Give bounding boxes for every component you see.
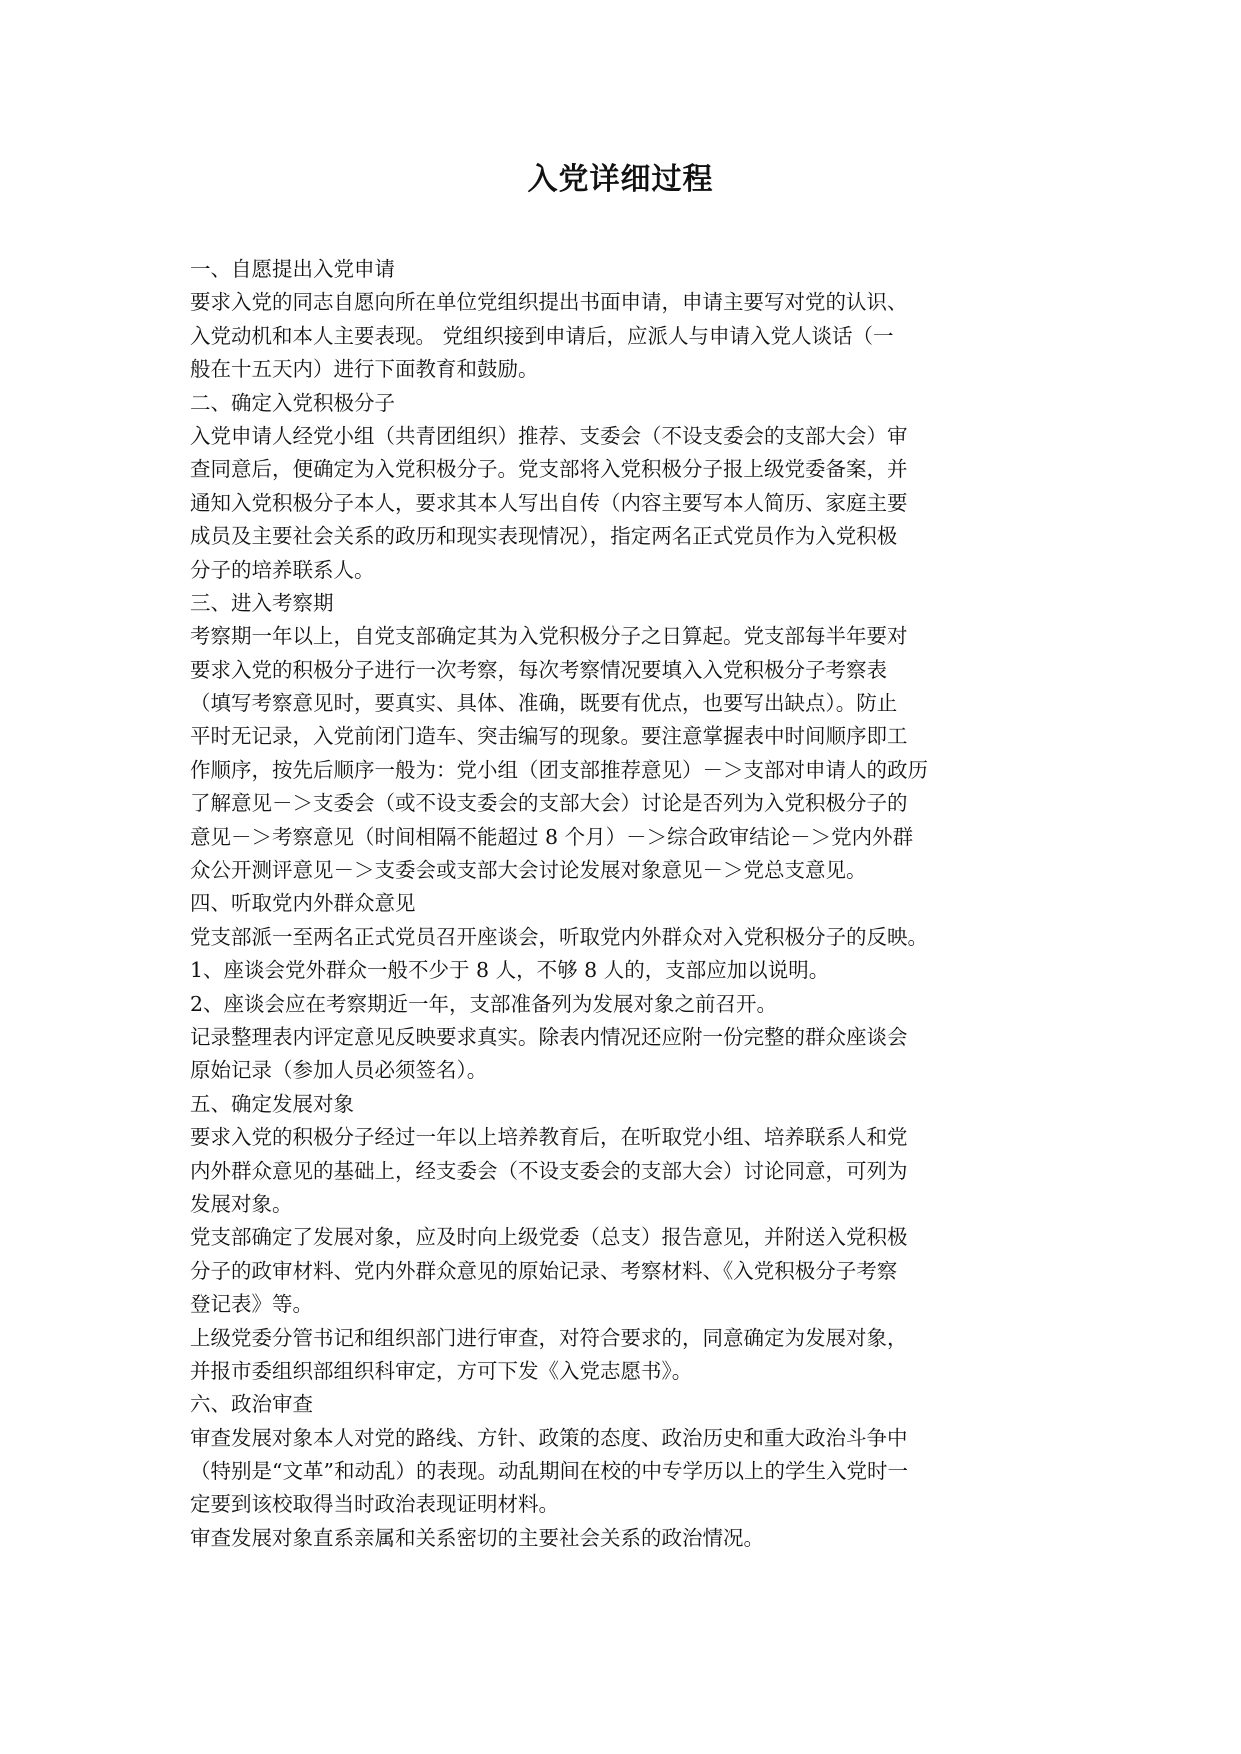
text-line: 五、确定发展对象 [190,1091,354,1116]
text-line: 众公开测评意见－＞支委会或支部大会讨论发展对象意见－＞党总支意见。 [190,858,867,883]
text-line: 意见－＞考察意见（时间相隔不能超过 8 个月）－＞综合政审结论－＞党内外群 [190,824,914,849]
text-line: 六、政治审查 [190,1392,313,1417]
text-line: 1、座谈会党外群众一般不少于 8 人，不够 8 人的，支部应加以说明。 [190,958,830,983]
text-line: 平时无记录，入党前闭门造车、突击编写的现象。要注意掌握表中时间顺序即工 [190,724,908,749]
document-body [190,253,1070,1555]
text-line: 一、自愿提出入党申请 [190,257,395,281]
text-line: 并报市委组织部组织科审定，方可下发《入党志愿书》。 [190,1358,693,1383]
text-line: 定要到该校取得当时政治表现证明材料。 [190,1492,559,1517]
text-line: 原始记录（参加人员必须签名）。 [190,1058,488,1083]
text-line: 入党动机和本人主要表现。 党组织接到申请后，应派人与申请入党人谈话（一 [190,323,894,348]
text-line: 二、确定入党积极分子 [190,390,395,415]
document-title: 入党详细过程 [527,162,714,197]
text-line: 般在十五天内）进行下面教育和鼓励。 [190,357,539,382]
text-line: （特别是“文革”和动乱）的表现。动乱期间在校的中专学历以上的学生入党时一 [190,1459,908,1484]
text-line: 分子的政审材料、党内外群众意见的原始记录、考察材料、《入党积极分子考察 [190,1258,898,1283]
text-line: 分子的培养联系人。 [190,557,375,582]
text-line: 2、座谈会应在考察期近一年，支部准备列为发展对象之前召开。 [190,991,778,1016]
text-line: 考察期一年以上，自党支部确定其为入党积极分子之日算起。党支部每半年要对 [190,624,908,649]
text-line: 审查发展对象本人对党的路线、方针、政策的态度、政治历史和重大政治斗争中 [190,1425,908,1450]
text-line: 发展对象。 [190,1191,293,1216]
text-line: 要求入党的同志自愿向所在单位党组织提出书面申请，申请主要写对党的认识、 [190,290,908,315]
text-line: 登记表》等。 [190,1292,313,1317]
text-line: 要求入党的积极分子进行一次考察，每次考察情况要填入入党积极分子考察表 [190,657,887,682]
text-line: 记录整理表内评定意见反映要求真实。除表内情况还应附一份完整的群众座谈会 [190,1024,908,1049]
text-line: 成员及主要社会关系的政历和现实表现情况），指定两名正式党员作为入党积极 [190,524,898,549]
text-line: 党支部确定了发展对象，应及时向上级党委（总支）报告意见，并附送入党积极 [190,1225,908,1250]
text-line: 三、进入考察期 [190,590,334,615]
text-line: 了解意见－＞支委会（或不设支委会的支部大会）讨论是否列为入党积极分子的 [190,791,908,816]
text-line: 查同意后，便确定为入党积极分子。党支部将入党积极分子报上级党委备案，并 [190,457,908,482]
text-line: 入党申请人经党小组（共青团组织）推荐、支委会（不设支委会的支部大会）审 [190,423,908,448]
text-line: 四、听取党内外群众意见 [190,891,416,916]
text-line: 党支部派一至两名正式党员召开座谈会，听取党内外群众对入党积极分子的反映。 [190,924,928,949]
text-line: 通知入党积极分子本人，要求其本人写出自传（内容主要写本人简历、家庭主要 [190,490,908,515]
text-line: 上级党委分管书记和组织部门进行审查，对符合要求的，同意确定为发展对象， [190,1325,908,1350]
text-line: 要求入党的积极分子经过一年以上培养教育后，在听取党小组、培养联系人和党 [190,1125,908,1150]
text-line: 作顺序，按先后顺序一般为：党小组（团支部推荐意见）－＞支部对申请人的政历 [190,757,928,782]
text-line: （填写考察意见时，要真实、具体、准确，既要有优点，也要写出缺点）。防止 [190,691,898,716]
text-line: 内外群众意见的基础上，经支委会（不设支委会的支部大会）讨论同意，可列为 [190,1158,908,1183]
text-line: 审查发展对象直系亲属和关系密切的主要社会关系的政治情况。 [190,1525,764,1550]
